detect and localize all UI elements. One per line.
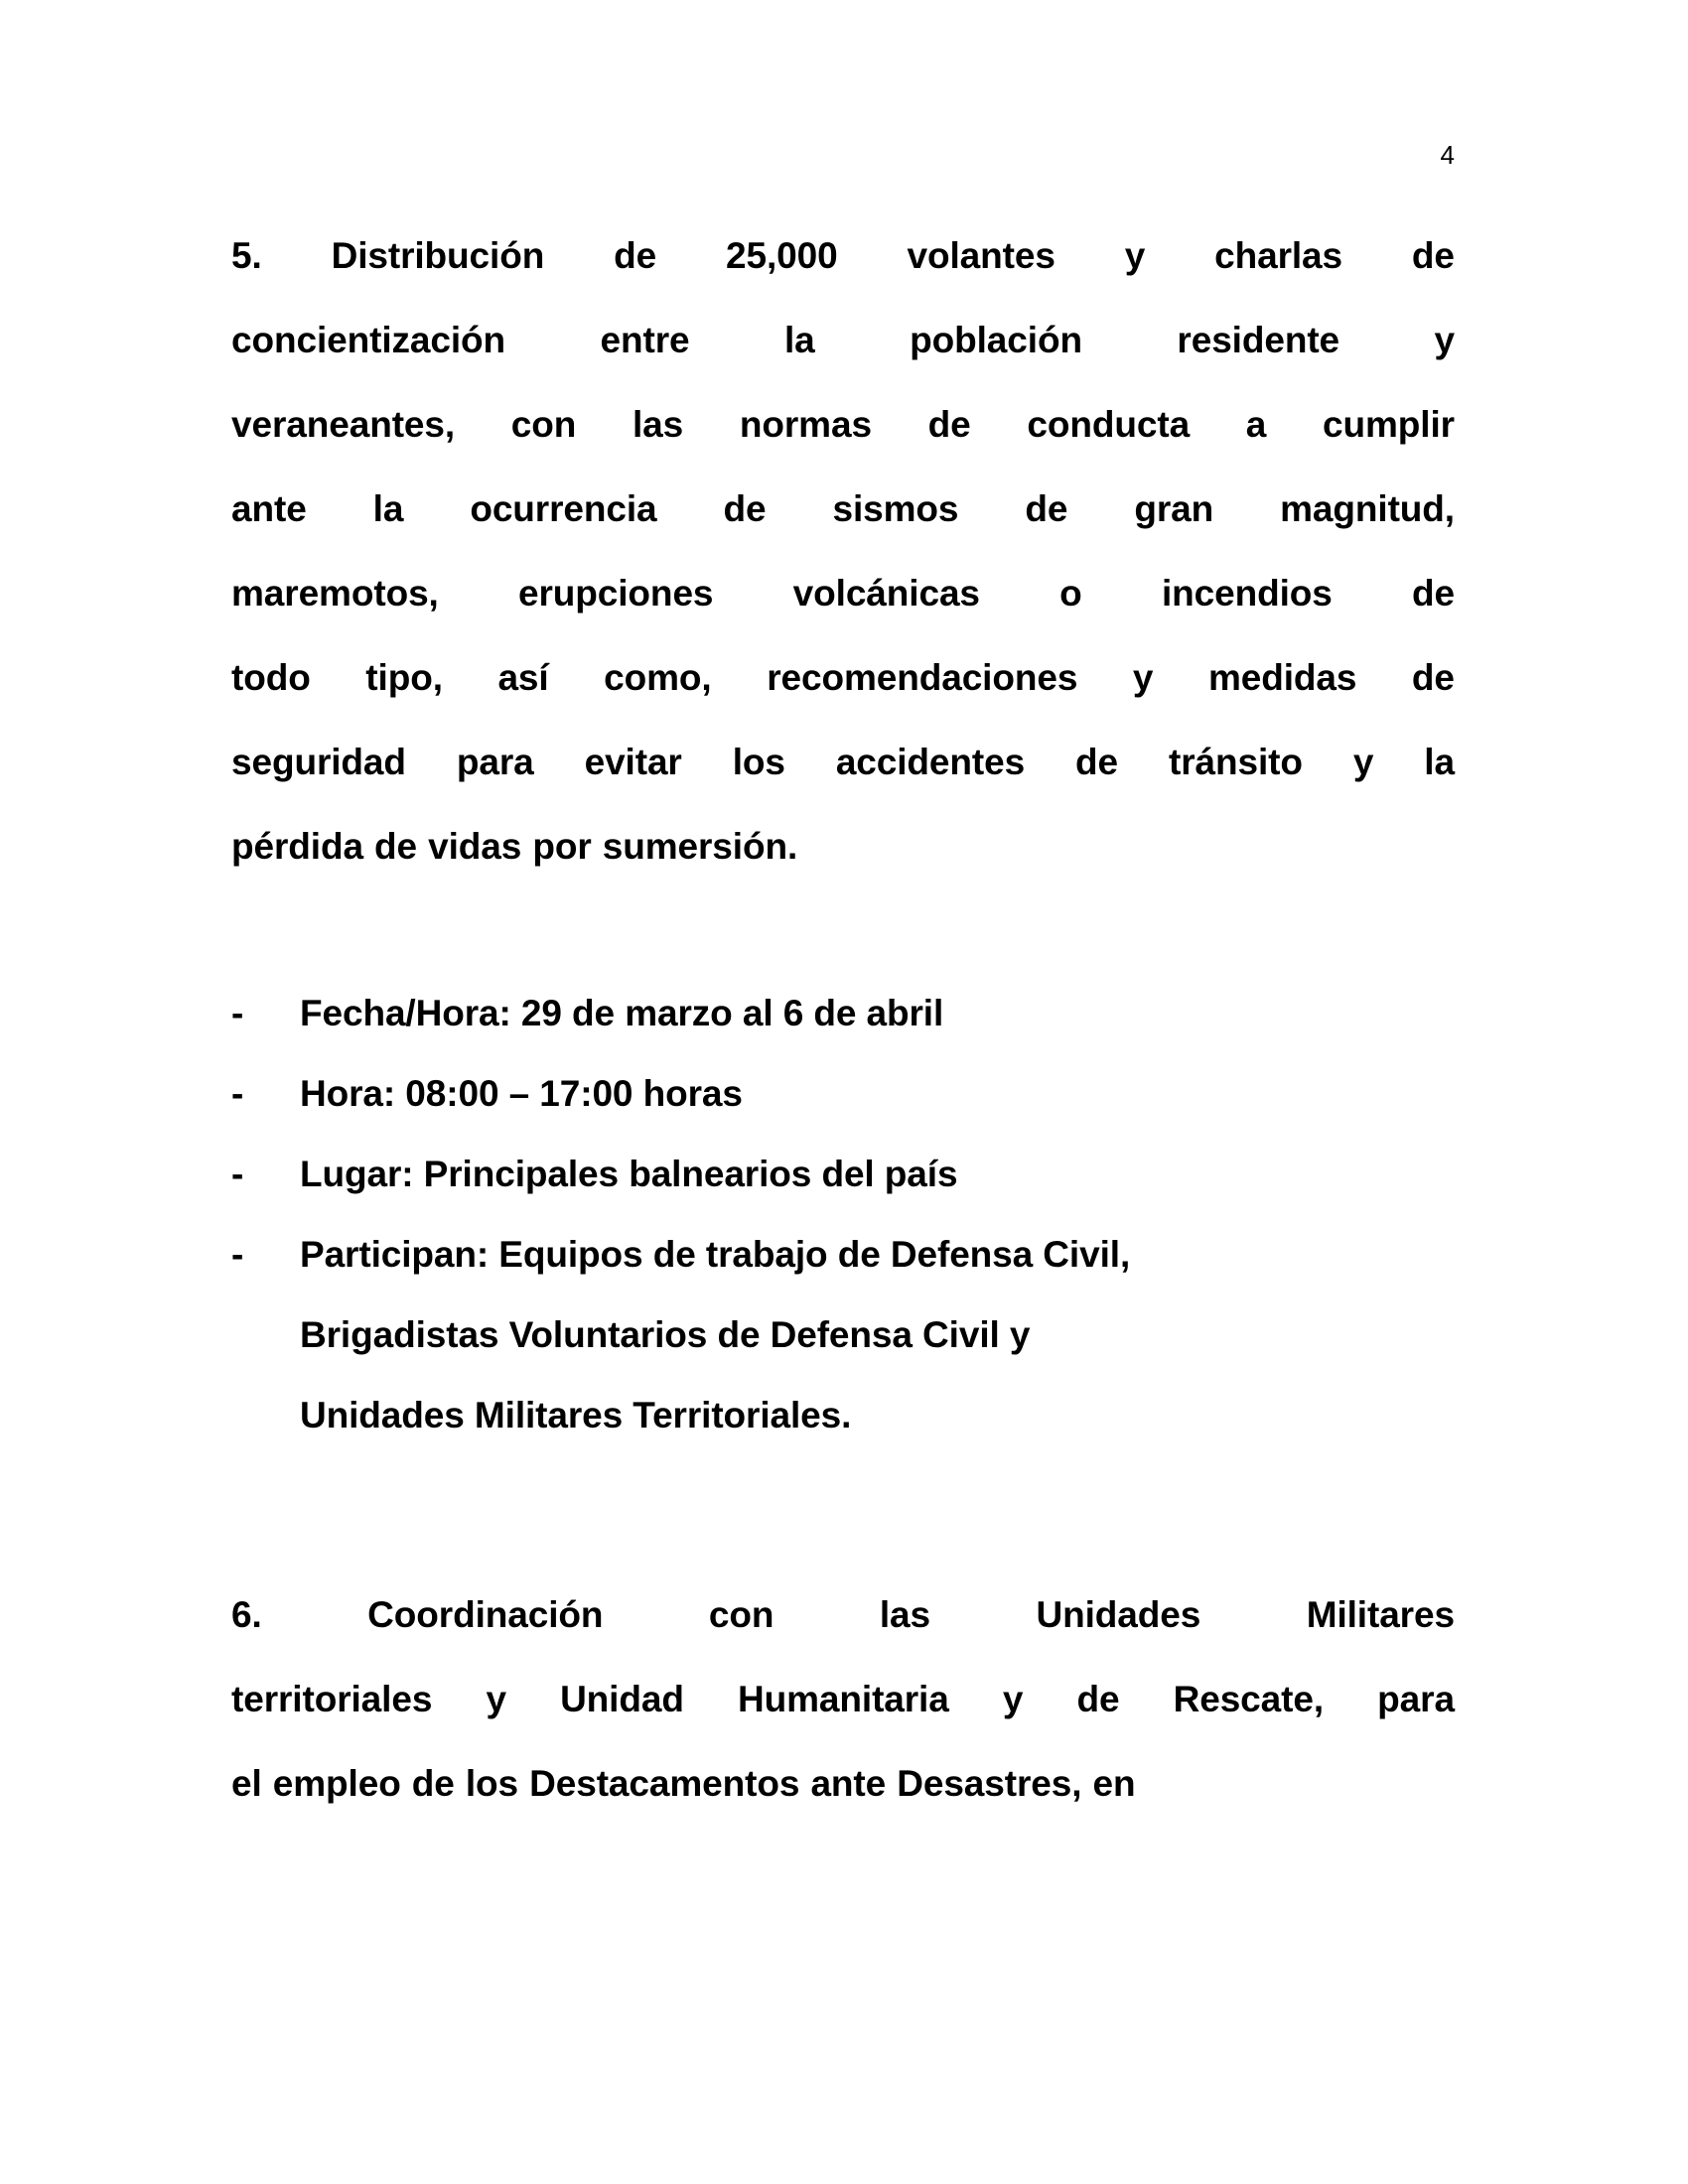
word: veraneantes, bbox=[231, 404, 456, 445]
word: sumersión. bbox=[602, 826, 798, 867]
list-item bbox=[231, 1053, 1455, 1134]
word: con bbox=[510, 404, 577, 445]
word: Unidad bbox=[560, 1679, 684, 1719]
word: de bbox=[1412, 573, 1455, 614]
word: volcánicas bbox=[792, 573, 980, 614]
paragraph-line bbox=[231, 1572, 1455, 1657]
word: ocurrencia bbox=[470, 488, 657, 529]
word: y bbox=[1434, 320, 1455, 360]
word: tránsito bbox=[1168, 742, 1303, 782]
word: Desastres, bbox=[897, 1763, 1082, 1804]
word: de bbox=[1075, 742, 1119, 782]
word: con bbox=[708, 1594, 774, 1635]
paragraph-line bbox=[231, 467, 1455, 551]
word: residente bbox=[1177, 320, 1340, 360]
details-list bbox=[231, 973, 1455, 1455]
word: y bbox=[1002, 1679, 1024, 1719]
word: gran bbox=[1134, 488, 1214, 529]
word: conducta bbox=[1027, 404, 1191, 445]
list-item-line: Lugar: Principales balnearios del país bbox=[300, 1154, 958, 1194]
word: los bbox=[465, 1763, 519, 1804]
bullet-dash-icon: - bbox=[231, 1073, 244, 1114]
word: para bbox=[456, 742, 534, 782]
word: Rescate, bbox=[1173, 1679, 1325, 1719]
word: Militares bbox=[1306, 1594, 1455, 1635]
paragraph-line bbox=[231, 298, 1455, 382]
word: el bbox=[231, 1763, 262, 1804]
paragraph-line bbox=[231, 804, 1455, 888]
word: y bbox=[486, 1679, 506, 1719]
page-number: 4 bbox=[1440, 140, 1455, 170]
bullet-dash-icon: - bbox=[231, 993, 244, 1033]
paragraph-line bbox=[231, 551, 1455, 635]
paragraph-line bbox=[231, 1657, 1455, 1741]
word: recomendaciones bbox=[767, 657, 1078, 698]
word: o bbox=[1059, 573, 1082, 614]
word: normas bbox=[739, 404, 872, 445]
word: seguridad bbox=[231, 742, 406, 782]
word: la bbox=[783, 320, 815, 360]
word: la bbox=[372, 488, 404, 529]
paragraph-number: 5. bbox=[231, 235, 262, 276]
paragraph-line bbox=[231, 635, 1455, 720]
page-content bbox=[231, 0, 1455, 1826]
word: empleo bbox=[272, 1763, 401, 1804]
word: entre bbox=[600, 320, 690, 360]
word: vidas bbox=[428, 826, 522, 867]
word: para bbox=[1377, 1679, 1455, 1719]
word: medidas bbox=[1207, 657, 1357, 698]
word: 25,000 bbox=[726, 235, 838, 276]
word: de bbox=[411, 1763, 455, 1804]
word: ante bbox=[231, 488, 307, 529]
word: evitar bbox=[584, 742, 682, 782]
list-item bbox=[231, 1134, 1455, 1214]
word: y bbox=[1132, 657, 1154, 698]
word: población bbox=[910, 320, 1082, 360]
word: Coordinación bbox=[367, 1594, 604, 1635]
word: de bbox=[374, 826, 418, 867]
word: erupciones bbox=[518, 573, 714, 614]
word: tipo, bbox=[365, 657, 443, 698]
word: Unidades bbox=[1036, 1594, 1201, 1635]
paragraph-item-5 bbox=[231, 213, 1455, 888]
spacer-after-list bbox=[231, 1455, 1455, 1527]
list-item-line: Participan: Equipos de trabajo de Defensa Civil, bbox=[300, 1234, 1131, 1275]
spacer-before-list bbox=[231, 888, 1455, 973]
word: magnitud, bbox=[1280, 488, 1455, 529]
word: a bbox=[1245, 404, 1267, 445]
list-item-line: Fecha/Hora: 29 de marzo al 6 de abril bbox=[300, 993, 944, 1033]
word: de bbox=[614, 235, 657, 276]
word: en bbox=[1092, 1763, 1136, 1804]
word: Humanitaria bbox=[737, 1679, 949, 1719]
paragraph-line bbox=[231, 720, 1455, 804]
word: las bbox=[633, 404, 684, 445]
word: como, bbox=[604, 657, 712, 698]
paragraph-number: 6. bbox=[231, 1594, 262, 1635]
list-item-line: Unidades Militares Territoriales. bbox=[300, 1395, 852, 1435]
word: concientización bbox=[231, 320, 506, 360]
word: charlas bbox=[1214, 235, 1343, 276]
word: y bbox=[1124, 235, 1146, 276]
word: de bbox=[927, 404, 971, 445]
word: volantes bbox=[907, 235, 1055, 276]
word: todo bbox=[231, 657, 311, 698]
word: maremotos, bbox=[231, 573, 439, 614]
bullet-dash-icon: - bbox=[231, 1234, 244, 1275]
word: la bbox=[1424, 742, 1455, 782]
word: de bbox=[723, 488, 767, 529]
word: cumplir bbox=[1323, 404, 1455, 445]
word: de bbox=[1411, 657, 1455, 698]
paragraph-line bbox=[231, 382, 1455, 467]
word: de bbox=[1411, 235, 1455, 276]
word: territoriales bbox=[231, 1679, 433, 1719]
word: así bbox=[497, 657, 549, 698]
word: incendios bbox=[1161, 573, 1333, 614]
paragraph-line bbox=[231, 213, 1455, 298]
word: los bbox=[732, 742, 785, 782]
word: de bbox=[1076, 1679, 1120, 1719]
word: por bbox=[532, 826, 592, 867]
word: pérdida bbox=[231, 826, 363, 867]
word: ante bbox=[810, 1763, 887, 1804]
word: sismos bbox=[832, 488, 959, 529]
list-item bbox=[231, 973, 1455, 1053]
list-item-line: Hora: 08:00 – 17:00 horas bbox=[300, 1073, 743, 1114]
paragraph-item-6 bbox=[231, 1572, 1455, 1826]
word: y bbox=[1352, 742, 1374, 782]
bullet-dash-icon: - bbox=[231, 1154, 244, 1194]
word: Destacamentos bbox=[529, 1763, 800, 1804]
list-item-line: Brigadistas Voluntarios de Defensa Civil y bbox=[300, 1314, 1031, 1355]
paragraph-line bbox=[231, 1741, 1455, 1826]
list-item bbox=[231, 1214, 1455, 1455]
word: de bbox=[1025, 488, 1068, 529]
word: Distribución bbox=[331, 235, 545, 276]
word: accidentes bbox=[835, 742, 1026, 782]
word: las bbox=[879, 1594, 930, 1635]
